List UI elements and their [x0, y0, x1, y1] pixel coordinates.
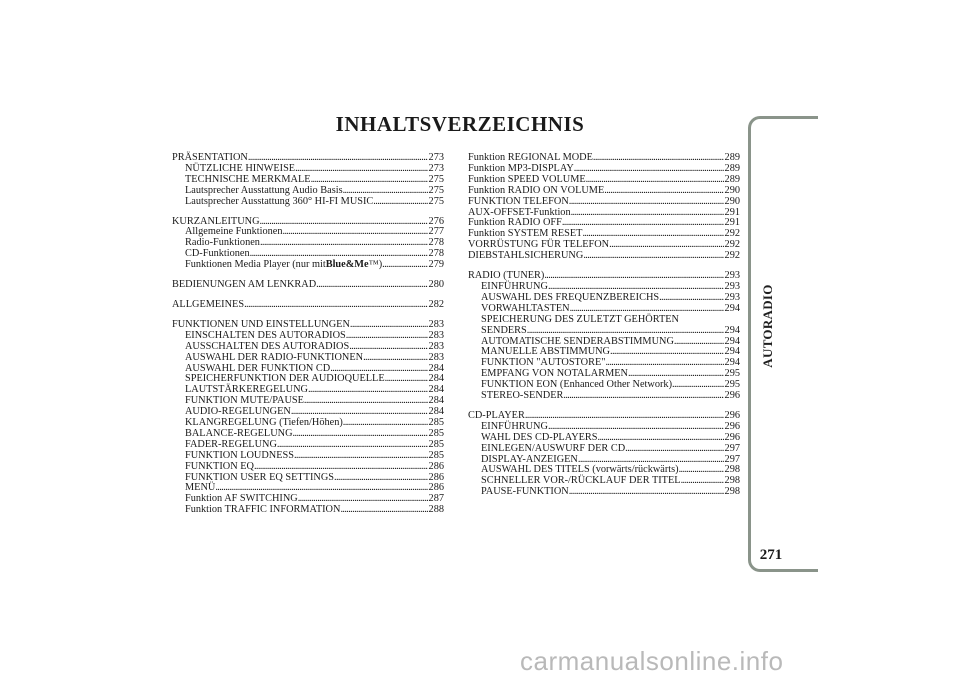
toc-entry-title: Radio-Funktionen [185, 237, 260, 249]
toc-entry-page: 288 [428, 504, 444, 516]
toc-entry-page: 294 [724, 346, 740, 358]
toc-dot-leader [571, 208, 724, 219]
toc-entry-page: 289 [724, 173, 740, 185]
toc-entry-page: 285 [428, 449, 444, 461]
toc-dot-leader [610, 347, 724, 358]
toc-entry-title: FUNKTION USER EQ SETTINGS [185, 471, 335, 483]
toc-entry-title: SPEICHERFUNKTION DER AUDIOQUELLE [185, 373, 385, 385]
toc-entry-page: 294 [724, 357, 740, 369]
toc-entry[interactable] [468, 251, 740, 262]
toc-entry-page: 275 [428, 195, 444, 207]
toc-dot-leader [586, 175, 724, 186]
toc-entry-title: FUNKTION LOUDNESS [185, 449, 294, 461]
toc-entry-title: CD-Funktionen [185, 248, 250, 260]
toc-entry-title: Funktion AF SWITCHING [185, 493, 298, 505]
toc-entry-page: 284 [428, 395, 444, 407]
toc-entry-page: 283 [428, 329, 444, 341]
toc-entry-title: FUNKTION TELEFON [468, 195, 569, 207]
toc-entry-title: PAUSE-FUNKTION [481, 486, 569, 498]
toc-entry-page: 282 [428, 298, 444, 310]
toc-entry-page: 277 [428, 226, 444, 238]
toc-dot-leader [569, 197, 724, 208]
toc-dot-leader [304, 396, 428, 407]
toc-dot-leader [293, 429, 428, 440]
page-number: 271 [759, 547, 783, 563]
toc-entry[interactable] [172, 280, 444, 291]
toc-dot-leader [363, 353, 427, 364]
toc-dot-leader [334, 473, 428, 484]
toc-right-column [468, 153, 740, 498]
toc-dot-leader [343, 186, 428, 197]
toc-entry-page: 298 [724, 464, 740, 476]
toc-dot-leader [308, 385, 428, 396]
toc-entry-page: 292 [724, 228, 740, 240]
toc-entry-page: 295 [724, 379, 740, 391]
toc-entry-title: FUNKTIONEN UND EINSTELLUNGEN [172, 318, 350, 330]
toc-dot-leader [316, 280, 427, 291]
toc-entry-title: NÜTZLICHE HINWEISE [185, 162, 296, 174]
toc-entry-title: PRÄSENTATION [172, 152, 248, 163]
toc-entry-title: AUSWAHL DES TITELS (vorwärts/rückwärts) [481, 464, 679, 476]
toc-entry-page: 289 [724, 162, 740, 174]
toc-entry-title: Funktion SYSTEM RESET [468, 228, 583, 240]
toc-dot-leader [625, 444, 723, 455]
toc-entry-title: Lautsprecher Ausstattung Audio Basis [185, 184, 343, 196]
toc-entry-title: FADER-REGELUNG [185, 438, 277, 450]
toc-dot-leader [277, 440, 428, 451]
toc-entry-page: 296 [724, 431, 740, 443]
toc-entry-title: FUNKTION MUTE/PAUSE [185, 395, 304, 407]
toc-entry-page: 284 [428, 406, 444, 418]
toc-entry-page: 297 [724, 453, 740, 465]
toc-entry-title: DISPLAY-ANZEIGEN [481, 453, 578, 465]
toc-entry-title: KURZANLEITUNG [172, 215, 260, 227]
toc-entry-page: 284 [428, 362, 444, 374]
toc-entry-title: MENÜ [185, 482, 216, 494]
toc-entry-page: 283 [428, 318, 444, 330]
toc-entry-title: VORWAHLTASTEN [481, 302, 570, 314]
toc-entry-title: AUTOMATISCHE SENDERABSTIMMUNG [481, 335, 674, 347]
toc-entry-page: 290 [724, 184, 740, 196]
toc-entry[interactable] [468, 186, 740, 197]
toc-dot-leader [294, 451, 428, 462]
toc-entry-title: RADIO (TUNER) [468, 270, 545, 282]
toc-entry-page: 294 [724, 335, 740, 347]
toc-entry-title: BEDIENUNGEN AM LENKRAD [172, 279, 317, 291]
toc-entry[interactable] [172, 353, 444, 364]
toc-entry-page: 275 [428, 173, 444, 185]
toc-dot-leader [659, 293, 723, 304]
toc-dot-leader [343, 418, 428, 429]
toc-dot-leader [679, 465, 724, 476]
toc-dot-leader [563, 391, 723, 402]
toc-entry-title: SCHNELLER VOR-/RÜCKLAUF DER TITEL [481, 475, 681, 487]
toc-entry-page: 285 [428, 438, 444, 450]
toc-entry[interactable] [468, 444, 740, 455]
toc-entry-page: 278 [428, 237, 444, 249]
toc-entry-title: AUSWAHL DER RADIO-FUNKTIONEN [185, 351, 364, 363]
toc-entry-title: VORRÜSTUNG FÜR TELEFON [468, 239, 610, 251]
toc-entry[interactable] [172, 300, 444, 311]
toc-entry-title: Allgemeine Funktionen [185, 226, 283, 238]
toc-entry-page: 292 [724, 250, 740, 262]
toc-dot-leader [382, 260, 427, 271]
toc-entry-page: 296 [724, 390, 740, 402]
toc-entry-page: 286 [428, 471, 444, 483]
toc-entry-page: 273 [428, 152, 444, 163]
toc-entry-page: 291 [724, 217, 740, 229]
toc-entry-title: DIEBSTAHLSICHERUNG [468, 250, 584, 262]
toc-entry-page: 298 [724, 475, 740, 487]
toc-entry[interactable] [172, 462, 444, 473]
toc-dot-leader [604, 186, 723, 197]
toc-entry-page: 293 [724, 280, 740, 292]
toc-entry-title: WAHL DES CD-PLAYERS [481, 431, 598, 443]
toc-entry-page: 289 [724, 152, 740, 163]
toc-entry-title: SENDERS [481, 324, 527, 336]
toc-dot-leader [562, 218, 724, 229]
toc-entry-page: 296 [724, 420, 740, 432]
toc-entry-page: 285 [428, 417, 444, 429]
page-title: INHALTSVERZEICHNIS [335, 112, 585, 136]
toc-entry-page: 278 [428, 248, 444, 260]
toc-entry-title: AUSSCHALTEN DES AUTORADIOS [185, 340, 350, 352]
toc-dot-leader [260, 238, 428, 249]
toc-entry-page: 291 [724, 206, 740, 218]
toc-dot-leader [681, 476, 724, 487]
toc-dot-leader [593, 153, 724, 164]
toc-entry-page: 293 [724, 270, 740, 282]
section-tab [754, 286, 782, 366]
toc-entry-page: 285 [428, 427, 444, 439]
toc-entry-title: FUNKTION EON (Enhanced Other Network) [481, 379, 673, 391]
toc-entry-title: Funktionen Media Player (nur mit [185, 259, 326, 271]
toc-entry-page: 295 [724, 368, 740, 380]
toc-entry-title: EINFÜHRUNG [481, 280, 548, 292]
toc-dot-leader [283, 227, 428, 238]
toc-entry-title: Funktion RADIO OFF [468, 217, 562, 229]
toc-entry-title: CD-PLAYER [468, 409, 525, 421]
toc-entry-title: FUNKTION EQ [185, 460, 254, 472]
toc-dot-leader [373, 197, 427, 208]
toc-entry-title: Funktion TRAFFIC INFORMATION [185, 504, 341, 516]
toc-dot-leader [674, 337, 724, 348]
toc-dot-leader [525, 411, 724, 422]
toc-dot-leader [385, 374, 428, 385]
section-tab-label: AUTORADIO [760, 284, 775, 368]
toc-entry-page: 296 [724, 409, 740, 421]
toc-entry-page: 280 [428, 279, 444, 291]
toc-dot-leader [609, 240, 723, 251]
toc-entry-title: EINLEGEN/AUSWURF DER CD [481, 442, 626, 454]
toc-entry-title: SPEICHERUNG DES ZULETZT GEHÖRTEN [481, 313, 679, 325]
toc-entry-title: Funktion SPEED VOLUME [468, 173, 586, 185]
toc-entry-page: 286 [428, 482, 444, 494]
toc-entry[interactable] [468, 326, 740, 337]
toc-dot-leader [569, 487, 724, 498]
toc-dot-leader [527, 326, 724, 337]
toc-entry-title: Lautsprecher Ausstattung 360° HI-FI MUSIC [185, 195, 374, 207]
toc-entry-title: ALLGEMEINES [172, 298, 245, 310]
toc-entry-title: AUSWAHL DES FREQUENZBEREICHS [481, 291, 660, 303]
toc-dot-leader [544, 271, 723, 282]
toc-entry-title: STEREO-SENDER [481, 390, 564, 402]
toc-entry-title-bold: Blue&Me [325, 259, 369, 271]
toc-entry-page: 287 [428, 493, 444, 505]
toc-entry[interactable] [468, 487, 740, 498]
toc-entry-page: 294 [724, 302, 740, 314]
toc-dot-leader [254, 462, 428, 473]
toc-entry-page: 297 [724, 442, 740, 454]
toc-entry-title: BALANCE-REGELUNG [185, 427, 293, 439]
toc-entry-title-suffix: ™) [368, 259, 383, 271]
toc-entry[interactable] [468, 315, 740, 326]
toc-entry-page: 294 [724, 324, 740, 336]
toc-dot-leader [346, 331, 428, 342]
toc-dot-leader [260, 217, 428, 228]
toc-entry-page: 298 [724, 486, 740, 498]
toc-entry-title: EMPFANG VON NOTALARMEN [481, 368, 628, 380]
toc-dot-leader [349, 342, 427, 353]
toc-dot-leader [295, 164, 427, 175]
toc-entry-title: KLANGREGELUNG (Tiefen/Höhen) [185, 417, 343, 429]
toc-dot-leader [340, 505, 427, 516]
toc-entry-title: Funktion REGIONAL MODE [468, 152, 593, 163]
toc-entry[interactable] [468, 391, 740, 402]
toc-entry-page: 286 [428, 460, 444, 472]
toc-entry[interactable] [172, 197, 444, 208]
toc-left-column [172, 153, 444, 516]
toc-entry-page: 279 [428, 259, 444, 271]
watermark: carmanualsonline.info [520, 646, 784, 676]
toc-entry-title: MANUELLE ABSTIMMUNG [481, 346, 610, 358]
toc-entry-title: TECHNISCHE MERKMALE [185, 173, 311, 185]
toc-entry-page: 275 [428, 184, 444, 196]
toc-entry[interactable] [172, 186, 444, 197]
toc-entry[interactable] [172, 505, 444, 516]
toc-entry-title: EINSCHALTEN DES AUTORADIOS [185, 329, 346, 341]
toc-entry-title: AUDIO-REGELUNGEN [185, 406, 291, 418]
toc-entry-page: 283 [428, 340, 444, 352]
toc-entry-page: 292 [724, 239, 740, 251]
toc-entry[interactable] [172, 260, 444, 271]
toc-entry-title: Funktion RADIO ON VOLUME [468, 184, 605, 196]
toc-entry[interactable] [468, 197, 740, 208]
toc-dot-leader [350, 320, 428, 331]
toc-entry-page: 273 [428, 162, 444, 174]
toc-entry[interactable] [172, 342, 444, 353]
toc-dot-leader [574, 164, 724, 175]
toc-entry-page: 276 [428, 215, 444, 227]
toc-dot-leader [672, 380, 724, 391]
toc-entry-page: 284 [428, 384, 444, 396]
toc-entry-page: 284 [428, 373, 444, 385]
toc-entry-title: FUNKTION "AUTOSTORE" [481, 357, 606, 369]
toc-dot-leader [583, 251, 723, 262]
toc-entry-page: 293 [724, 291, 740, 303]
toc-entry-title: AUX-OFFSET-Funktion [468, 206, 571, 218]
toc-entry-title: Funktion MP3-DISPLAY [468, 162, 574, 174]
toc-entry-title: AUSWAHL DER FUNKTION CD [185, 362, 331, 374]
toc-entry-page: 283 [428, 351, 444, 363]
toc-dot-leader [244, 300, 427, 311]
toc-entry-page: 290 [724, 195, 740, 207]
toc-entry-title: LAUTSTÄRKEREGELUNG [185, 384, 308, 396]
toc-entry-title: EINFÜHRUNG [481, 420, 548, 432]
